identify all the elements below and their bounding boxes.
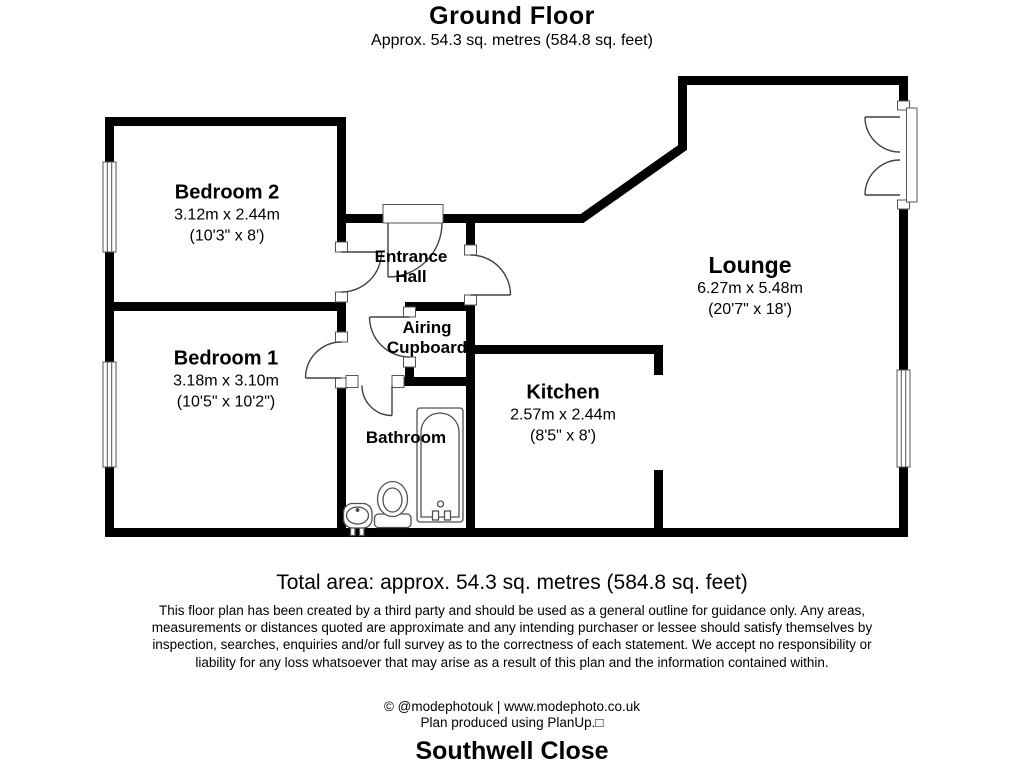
room-name: Kitchen (526, 381, 600, 404)
room-dims-metric: 6.27m x 5.48m (697, 280, 803, 297)
room-dims-imperial: (10'5" x 10'2") (176, 393, 276, 411)
room-label-kitchen (478, 382, 648, 447)
front-door-threshold (383, 205, 443, 224)
room-dims-imperial: (10'3" x 8') (189, 227, 265, 245)
room-label-bedroom2 (142, 182, 312, 247)
total-area-text: Total area: approx. 54.3 sq. metres (584.8 sq. feet) (276, 571, 748, 594)
room-name: Entrance Hall (374, 247, 448, 286)
bedroom1-window (103, 362, 116, 467)
disclaimer-text: This floor plan has been created by a third party and should be used as a general outline for guidance only. Any areas, measurements or distances quoted are approximate and any intending purchaser or lessee should satisfy themselves by inspection, searches, enquiries and/or full survey as to the correctness of each statement. We accept no responsibility or liability for any loss whatsoever that may arise as a result of this plan and the information contained within. (151, 603, 873, 670)
jamb (404, 357, 416, 367)
opening (358, 375, 392, 388)
room-dims-imperial: (8'5" x 8') (529, 427, 597, 445)
opening (652, 375, 665, 470)
jamb (404, 307, 416, 317)
room-name: Bedroom 1 (173, 347, 279, 370)
patio-door-bottom-swing (865, 160, 900, 195)
jamb (336, 332, 348, 342)
room-label-bedroom1 (136, 348, 316, 413)
room-label-airing-cupboard (377, 318, 477, 358)
room-dims-metric: 3.18m x 3.10m (173, 372, 279, 390)
room-name: Bathroom (365, 428, 447, 447)
jamb (346, 376, 358, 388)
jamb (392, 376, 404, 388)
opening (335, 342, 348, 378)
patio-door-top-swing (865, 117, 900, 152)
opening (464, 255, 477, 295)
page-title: Ground Floor (429, 2, 595, 30)
jamb (336, 242, 348, 252)
address-title: Southwell Close (415, 737, 609, 765)
page-subtitle: Approx. 54.3 sq. metres (584.8 sq. feet) (371, 32, 653, 49)
patio-door-threshold (907, 108, 918, 202)
room-label-lounge (660, 252, 840, 320)
opening (335, 252, 348, 292)
wall-segment (337, 81, 908, 219)
bedroom2-window (103, 162, 116, 252)
credit-text: © @modephotouk | www.modephoto.co.uk (383, 699, 641, 714)
jamb (465, 295, 477, 305)
room-dims-metric: 3.12m x 2.44m (174, 206, 280, 224)
jamb (336, 292, 348, 302)
room-label-bathroom (346, 428, 466, 448)
bathroom-door-swing (362, 386, 392, 416)
room-label-entrance-hall (359, 247, 463, 287)
room-dims-metric: 2.57m x 2.44m (510, 406, 616, 424)
room-dims-imperial: (20'7" x 18') (708, 301, 792, 318)
room-name: Airing Cupboard (386, 318, 468, 357)
jamb (465, 245, 477, 255)
room-name: Bedroom 2 (174, 181, 280, 204)
produced-by-text: Plan produced using PlanUp.□ (420, 715, 604, 730)
lounge-window (897, 370, 910, 467)
room-name: Lounge (708, 252, 792, 278)
toilet-icon (375, 482, 412, 528)
bathtub-icon (417, 408, 463, 522)
